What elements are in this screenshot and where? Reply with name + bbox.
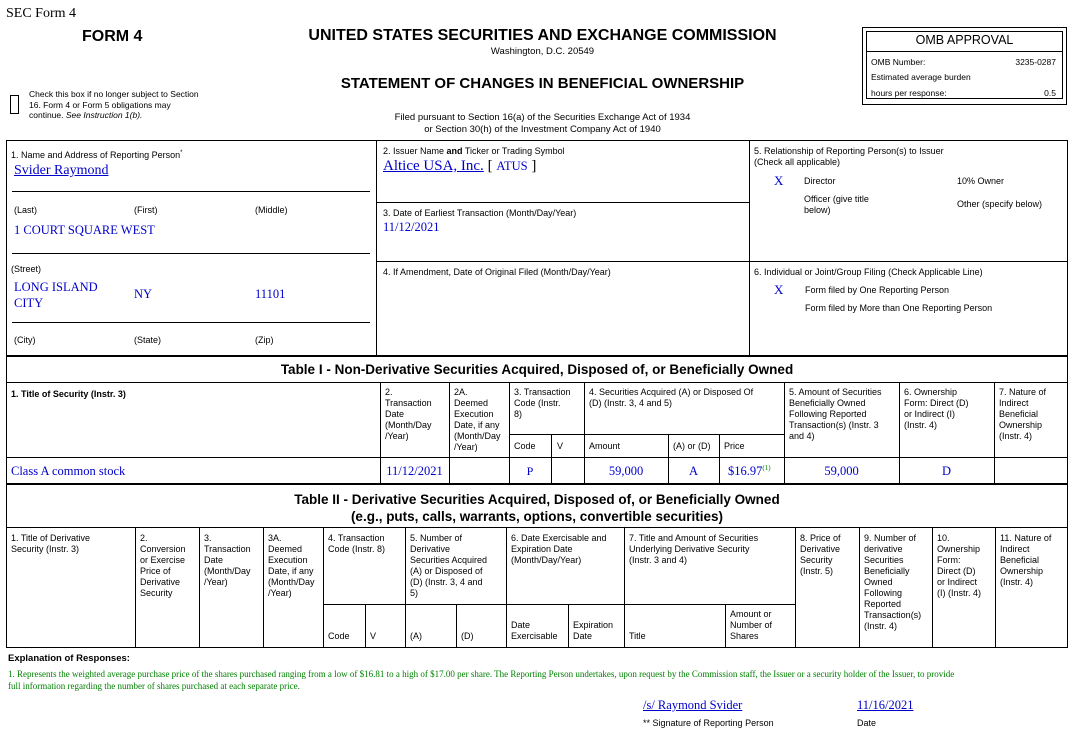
t1-row-amount: 59,000	[608, 464, 644, 478]
t1-sub-v: V	[557, 441, 564, 451]
t2-sub-d: (D)	[461, 631, 474, 641]
t2-sub-amount: Amount or Number of Shares	[730, 609, 773, 641]
signature-date-link[interactable]: 11/16/2021	[857, 698, 914, 712]
t1-h-date: 2. Transaction Date (Month/Day /Year)	[385, 387, 432, 441]
filing-label: 6. Individual or Joint/Group Filing (Check Applicable Line)	[754, 267, 983, 277]
signature-date-label: Date	[857, 718, 877, 728]
t1-row-date: 11/12/2021	[386, 464, 443, 478]
sec-form-label: SEC Form 4	[6, 6, 77, 21]
issuer-ticker: ATUS	[496, 159, 528, 173]
t1-h-ownership-form: 6. Ownership Form: Direct (D) or Indirect (I) (Instr. 4)	[904, 387, 969, 430]
t1-sub-code: Code	[514, 441, 536, 451]
t2-h-nature: 11. Nature of Indirect Beneficial Ownership (Instr. 4)	[1000, 533, 1052, 587]
omb-approval-box	[862, 27, 1067, 105]
t2-h-conversion: 2. Conversion or Exercise Price of Derivative Security	[140, 533, 186, 598]
reporting-person-label: 1. Name and Address of Reporting Person*	[11, 150, 183, 160]
omb-burden-label: Estimated average burden	[871, 72, 971, 82]
t2-sub-code: Code	[328, 631, 350, 641]
zip-value: 11101	[255, 287, 286, 301]
t1-h-code: 3. Transaction Code (Instr. 8)	[514, 387, 571, 419]
t2-h-number: 5. Number of Derivative Securities Acquired (A) or Disposed of (D) (Instr. 3, 4 and 5)	[410, 533, 488, 598]
last-label: (Last)	[14, 205, 38, 215]
signature-link[interactable]: /s/ Raymond Svider	[643, 698, 743, 712]
first-label: (First)	[134, 205, 158, 215]
t2-h-exercisable: 6. Date Exercisable and Expiration Date (Month/Day/Year)	[511, 533, 607, 565]
omb-hours-label: hours per response:	[871, 88, 947, 98]
ten-percent-owner-label: 10% Owner	[957, 176, 1005, 186]
middle-label: (Middle)	[255, 205, 288, 215]
amendment-label: 4. If Amendment, Date of Original Filed (Month/Day/Year)	[383, 267, 611, 277]
signature-label: ** Signature of Reporting Person	[643, 718, 774, 728]
state-label: (State)	[134, 335, 162, 345]
relationship-label: 5. Relationship of Reporting Person(s) to Issuer (Check all applicable)	[754, 146, 944, 167]
one-person-label: Form filed by One Reporting Person	[805, 285, 950, 295]
t2-h-date: 3. Transaction Date (Month/Day /Year)	[204, 533, 251, 587]
other-label: Other (specify below)	[957, 199, 1043, 209]
t2-h-deemed: 3A. Deemed Execution Date, if any (Month/Day /Year)	[268, 533, 315, 598]
t1-sub-price: Price	[724, 441, 745, 451]
officer-label: Officer (give title below)	[804, 194, 869, 215]
omb-title: OMB APPROVAL	[915, 33, 1014, 47]
t1-h-owned: 5. Amount of Securities Beneficially Owned Following Reported Transaction(s) (Instr. 3 and 4)	[789, 387, 882, 441]
table-2-title: Table II - Derivative Securities Acquired, Disposed of, or Beneficially Owned (e.g., puts, calls, warrants, options, convertible securities)	[294, 492, 780, 524]
commission-title: UNITED STATES SECURITIES AND EXCHANGE COMMISSION	[308, 27, 777, 44]
omb-burden-value: 0.5	[1044, 88, 1056, 98]
t1-row-form: D	[941, 464, 952, 478]
more-person-label: Form filed by More than One Reporting Person	[805, 303, 993, 313]
director-label: Director	[804, 176, 836, 186]
earliest-date-value: 11/12/2021	[383, 220, 440, 234]
commission-location: Washington, D.C. 20549	[490, 46, 595, 57]
t1-sub-aord: (A) or (D)	[673, 441, 711, 451]
t1-row-code: P	[526, 464, 534, 478]
city-label: (City)	[14, 335, 36, 345]
one-person-mark[interactable]: X	[774, 282, 784, 297]
t2-h-underlying: 7. Title and Amount of Securities Underlying Derivative Security (Instr. 3 and 4)	[629, 533, 759, 565]
t2-sub-a: (A)	[410, 631, 422, 641]
t2-sub-exercisable: Date Exercisable	[511, 620, 558, 641]
city-value: LONG ISLAND CITY	[14, 280, 98, 310]
t1-sub-amount: Amount	[589, 441, 621, 451]
director-mark[interactable]: X	[774, 173, 784, 188]
filed-pursuant: Filed pursuant to Section 16(a) of the Securities Exchange Act of 1934 or Section 30(h) of the Investment Company Act of 1940	[394, 112, 691, 135]
t2-sub-title: Title	[629, 631, 646, 641]
t1-h-title: 1. Title of Security (Instr. 3)	[11, 389, 126, 399]
state-value: NY	[134, 287, 153, 301]
reporting-section	[6, 140, 1068, 356]
earliest-date-label: 3. Date of Earliest Transaction (Month/Day/Year)	[383, 208, 577, 218]
issuer-name-link[interactable]: Altice USA, Inc.	[383, 158, 484, 174]
explanation-label: Explanation of Responses:	[8, 653, 130, 664]
form-title: FORM 4	[82, 28, 143, 45]
t1-h-acquired: 4. Securities Acquired (A) or Disposed Of (D) (Instr. 3, 4 and 5)	[589, 387, 754, 408]
zip-label: (Zip)	[255, 335, 274, 345]
statement-title: STATEMENT OF CHANGES IN BENEFICIAL OWNERSHIP	[340, 75, 745, 92]
table-1-title: Table I - Non-Derivative Securities Acquired, Disposed of, or Beneficially Owned	[280, 362, 794, 377]
issuer-label: 2. Issuer Name and Ticker or Trading Symbol	[383, 146, 565, 156]
t2-h-ownership-form: 10. Ownership Form: Direct (D) or Indirect (I) (Instr. 4)	[937, 533, 982, 598]
no-longer-subject-checkbox[interactable]	[10, 95, 19, 114]
t1-row-aord: A	[688, 464, 699, 478]
t2-h-title: 1. Title of Derivative Security (Instr. 3)	[11, 533, 91, 554]
street-label: (Street)	[11, 264, 42, 274]
explanation-note-1: 1. Represents the weighted average purchase price of the shares purchased ranging from a low of $16.81 to a high of $17.00 per share. The Reporting Person undertakes, upon request by the Commission staff, the Issuer or a security holder of the Issuer, to provide full information regarding the number of shares purchased at each separate price.	[8, 669, 955, 691]
t2-sub-v: V	[370, 631, 377, 641]
t1-row-title: Class A common stock	[11, 464, 126, 478]
t1-h-deemed: 2A. Deemed Execution Date, if any (Month/Day /Year)	[454, 387, 501, 452]
omb-number-value: 3235-0287	[1015, 57, 1056, 67]
t1-h-nature: 7. Nature of Indirect Beneficial Ownership (Instr. 4)	[999, 387, 1047, 441]
t2-h-owned: 9. Number of derivative Securities Beneficially Owned Following Reported Transaction(s) (Instr. 4)	[864, 533, 922, 631]
omb-number-label: OMB Number:	[871, 57, 926, 67]
street-value: 1 COURT SQUARE WEST	[14, 223, 155, 237]
t2-h-price: 8. Price of Derivative Security (Instr. 5)	[800, 533, 841, 576]
t1-row-owned: 59,000	[824, 464, 859, 478]
reporting-person-name-link[interactable]: Svider Raymond	[14, 163, 109, 178]
issuer-line: Altice USA, Inc. [ ATUS ]	[383, 158, 537, 174]
t1-row-price: $16.97$^{(1)}$	[728, 464, 771, 479]
t2-h-code: 4. Transaction Code (Instr. 8)	[328, 533, 386, 554]
t2-sub-expiration: Expiration Date	[573, 620, 614, 641]
checkbox-text: Check this box if no longer subject to Section 16. Form 4 or Form 5 obligations may continue. See Instruction 1(b).	[29, 89, 199, 120]
